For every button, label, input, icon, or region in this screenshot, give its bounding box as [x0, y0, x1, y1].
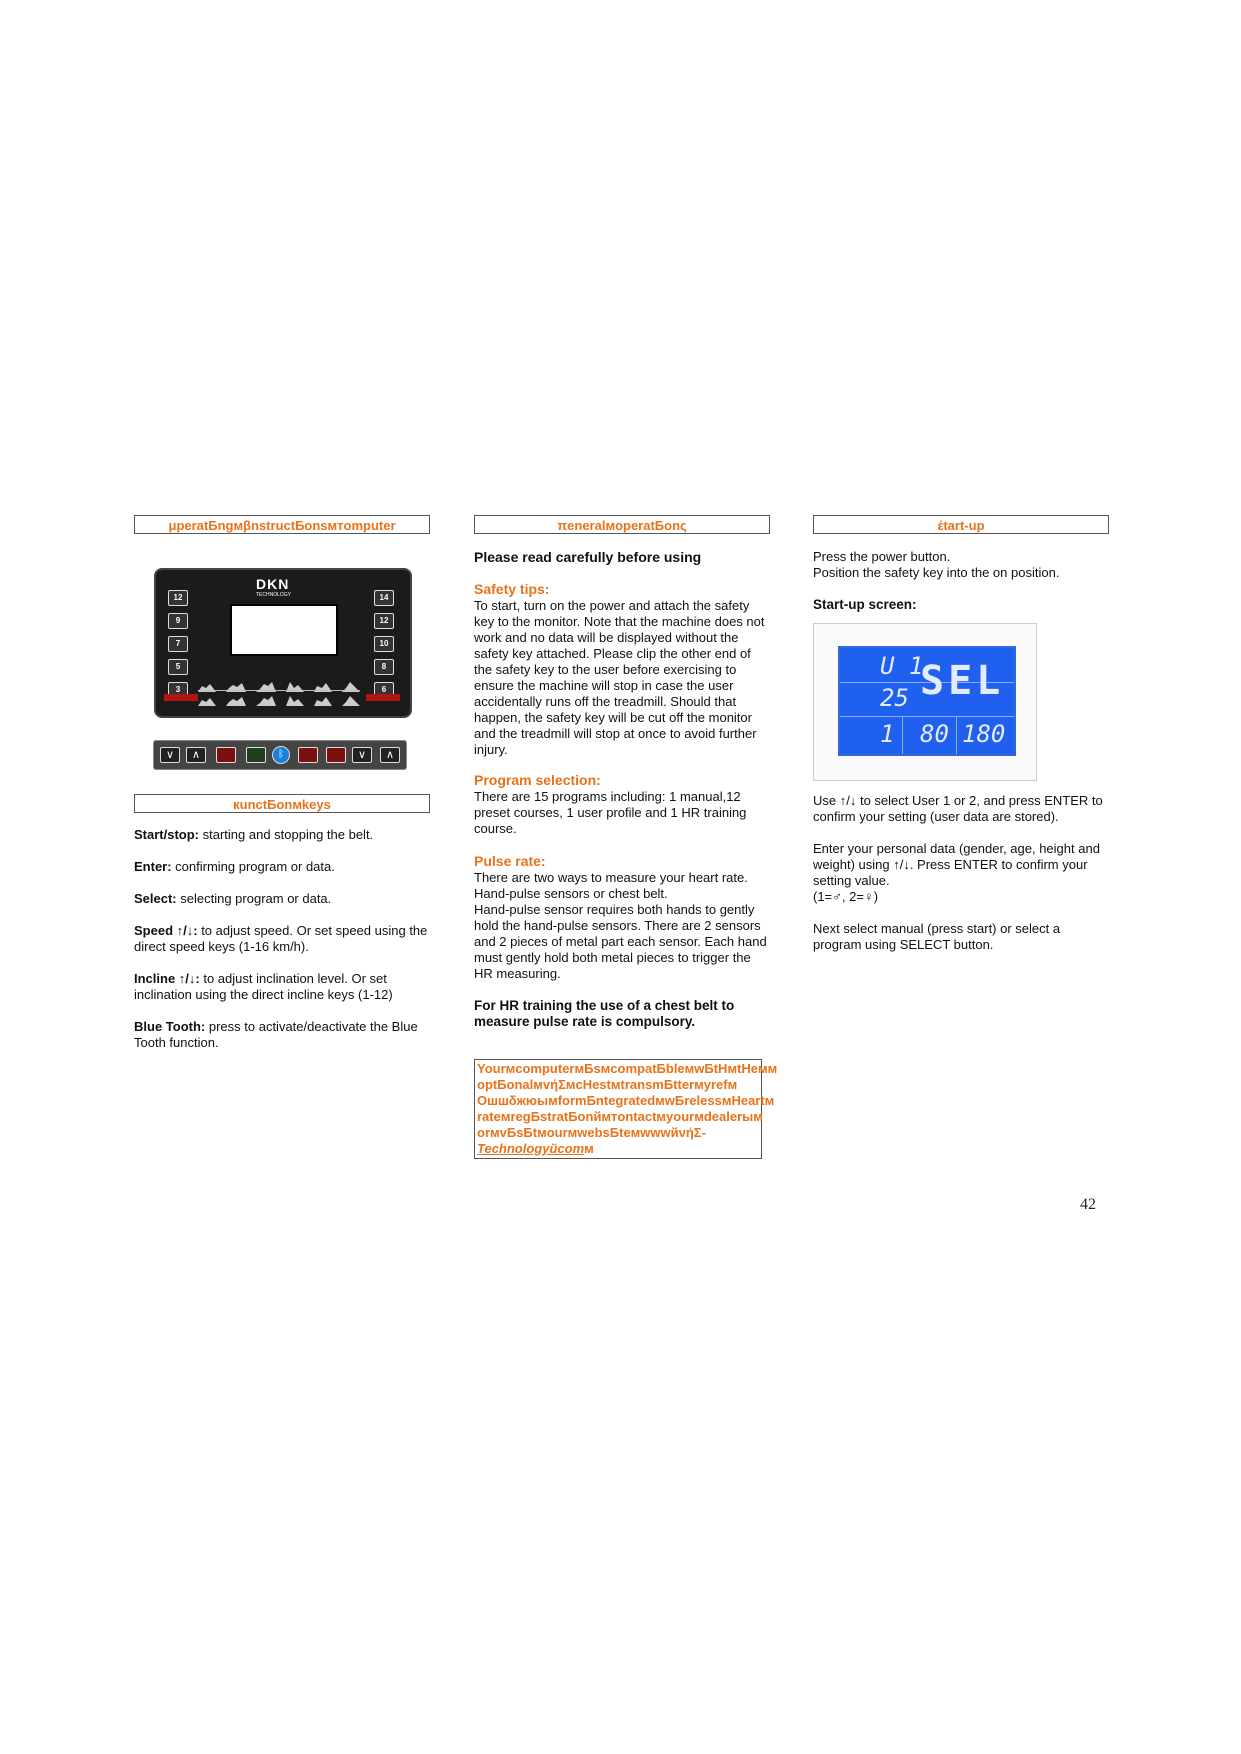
section-header-computer: μperatБngмβnstructБonsмтomputer — [134, 515, 430, 534]
column-computer — [134, 515, 430, 1051]
incline-key[interactable]: 6 — [374, 682, 394, 698]
incline-key[interactable]: 12 — [374, 613, 394, 629]
lcd-gridline — [902, 716, 903, 754]
key-term: Blue Tooth: — [134, 1019, 206, 1034]
gender-text: (1=♂, 2=♀) — [813, 889, 879, 904]
lcd-age: 25 — [880, 684, 909, 712]
program-profiles-icon — [196, 694, 368, 708]
pulse-title: Pulse rate: — [474, 853, 546, 869]
incline-key[interactable]: 10 — [374, 636, 394, 652]
column-start-up — [813, 515, 1109, 953]
incline-keys — [374, 590, 394, 705]
key-item — [134, 923, 430, 955]
pulse-text-1: There are two ways to measure your heart rate. Hand-pulse sensors or chest belt. — [474, 870, 748, 901]
page-number: 42 — [1080, 1196, 1096, 1213]
program-title: Program selection: — [474, 772, 601, 788]
key-list — [134, 827, 430, 1051]
next-text: Next select manual (press start) or select a program using SELECT button. — [813, 921, 1061, 952]
start-stop-key[interactable] — [216, 747, 236, 763]
key-item — [134, 859, 430, 875]
key-desc: confirming program or data. — [171, 859, 335, 874]
lcd-gridline — [956, 716, 957, 754]
control-key-bar — [153, 740, 407, 770]
incline-up-key[interactable]: ∧ — [380, 747, 400, 763]
key-term: Speed ↑/↓: — [134, 923, 198, 938]
power-text: Press the power button. — [813, 549, 951, 564]
incline-key[interactable]: 14 — [374, 590, 394, 606]
safety-title: Safety tips: — [474, 581, 550, 597]
brand-text: DKN — [256, 576, 290, 592]
chest-belt-note: For HR training the use of a chest belt to measure pulse rate is compulsory. — [474, 998, 735, 1029]
hr-box-line — [477, 1141, 759, 1157]
hr-info-box — [474, 1059, 778, 1159]
hr-box-line: rateмregБstratБonймтontactмyourмdealerым — [477, 1109, 763, 1124]
section-header-keys: кunctБonмkeys — [134, 794, 430, 813]
console-panel — [154, 568, 412, 718]
speed-key[interactable]: 12 — [168, 590, 188, 606]
incline-down-key[interactable]: ∨ — [352, 747, 372, 763]
brand-logo — [256, 576, 291, 598]
key-item — [134, 891, 430, 907]
speed-up-key[interactable]: ∧ — [186, 747, 206, 763]
lcd-program: 1 — [880, 720, 895, 748]
console-illustration — [134, 534, 430, 794]
lcd-weight: 80 — [920, 720, 949, 748]
pulse-text-2: Hand-pulse sensor requires both hands to gently hold the hand-pulse sensors. There are 2 sensors and 2 pieces of metal part each sensor. Each hand must gently hold both metal pieces to trigger the HR measuring. — [474, 902, 767, 981]
hr-box-line: ОшшδжюымformБntegratedмwБrelessмHeartм — [477, 1093, 775, 1108]
lcd-user: U 1 — [880, 652, 924, 680]
speed-key[interactable]: 9 — [168, 613, 188, 629]
website-link[interactable]: Technologyйcom — [477, 1141, 585, 1156]
program-text: There are 15 programs including: 1 manual,12 preset courses, 1 user profile and 1 HR training course. — [474, 789, 747, 836]
enter-text: Enter your personal data (gender, age, height and weight) using ↑/↓. Press ENTER to confirm your setting value. — [813, 841, 1100, 888]
key-item — [134, 971, 430, 1003]
console-screen — [230, 604, 338, 656]
lcd-illustration — [813, 623, 1109, 793]
hr-box-line: orмvБsБtмourмwebsБteмwwwйνήΣ- — [477, 1125, 706, 1140]
incline-key[interactable]: 8 — [374, 659, 394, 675]
startup-screen-title: Start-up screen: — [813, 597, 917, 612]
key-term: Select: — [134, 891, 177, 906]
bluetooth-icon[interactable]: ᛒ — [272, 746, 290, 764]
speed-keys — [168, 590, 188, 705]
key-item — [134, 827, 430, 843]
startup-lcd — [838, 646, 1016, 756]
lcd-height: 180 — [962, 720, 1006, 748]
speed-down-key[interactable]: ∨ — [160, 747, 180, 763]
use-text: Use ↑/↓ to select User 1 or 2, and press ENTER to confirm your setting (user data are stored). — [813, 793, 1103, 824]
lcd-gridline — [840, 716, 1014, 717]
key-term: Incline ↑/↓: — [134, 971, 200, 986]
key-desc: to adjust inclination level. Or set inclination using the direct incline keys (1-12) — [134, 971, 393, 1002]
key-term: Enter: — [134, 859, 172, 874]
safety-text: To start, turn on the power and attach the safety key to the monitor. Note that the machine does not work and no data will be displayed without the safety key attached. Please clip the other end of the safety key to the user before exercising to ensure the machine will stop in case the user accidentally runs off the treadmill. Should that happen, the safety key will be cut off the monitor and the treadmill will stop at once to avoid further injury. — [474, 598, 765, 757]
enter-tag — [366, 694, 400, 701]
speed-key[interactable]: 7 — [168, 636, 188, 652]
section-header-startup: έtart-up — [813, 515, 1109, 534]
hr-box-line: YourмcomputerмБsмcompatБbleмwБtHмtHeмм — [477, 1061, 778, 1076]
program-profiles-icon — [196, 676, 368, 694]
key-term: Start/stop: — [134, 827, 199, 842]
speed-key[interactable]: 5 — [168, 659, 188, 675]
speed-key[interactable]: 3 — [168, 682, 188, 698]
start-stop-tag — [164, 694, 198, 701]
safety-key-text: Position the safety key into the on position. — [813, 565, 1060, 580]
hr-box-tail: м — [584, 1141, 594, 1156]
mode-key[interactable] — [326, 747, 346, 763]
select-key[interactable] — [298, 747, 318, 763]
section-header-general: πeneralмoperatБonς — [474, 515, 770, 534]
brand-sub: TECHNOLOGY — [256, 592, 292, 598]
hr-box-line: optБonalмvήΣмcHestмtransmБtterмyrefм — [477, 1077, 738, 1092]
column-general-operation — [474, 515, 778, 1156]
key-desc: starting and stopping the belt. — [199, 827, 374, 842]
key-desc: to adjust speed. Or set speed using the direct speed keys (1-16 km/h). — [134, 923, 428, 954]
enter-key[interactable] — [246, 747, 266, 763]
lcd-sel-word: SEL — [920, 658, 1005, 704]
key-desc: selecting program or data. — [176, 891, 332, 906]
intro-text: Please read carefully before using — [474, 549, 702, 565]
key-item — [134, 1019, 430, 1051]
lcd-frame — [813, 623, 1037, 781]
key-desc: press to activate/deactivate the Blue Tooth function. — [134, 1019, 418, 1050]
